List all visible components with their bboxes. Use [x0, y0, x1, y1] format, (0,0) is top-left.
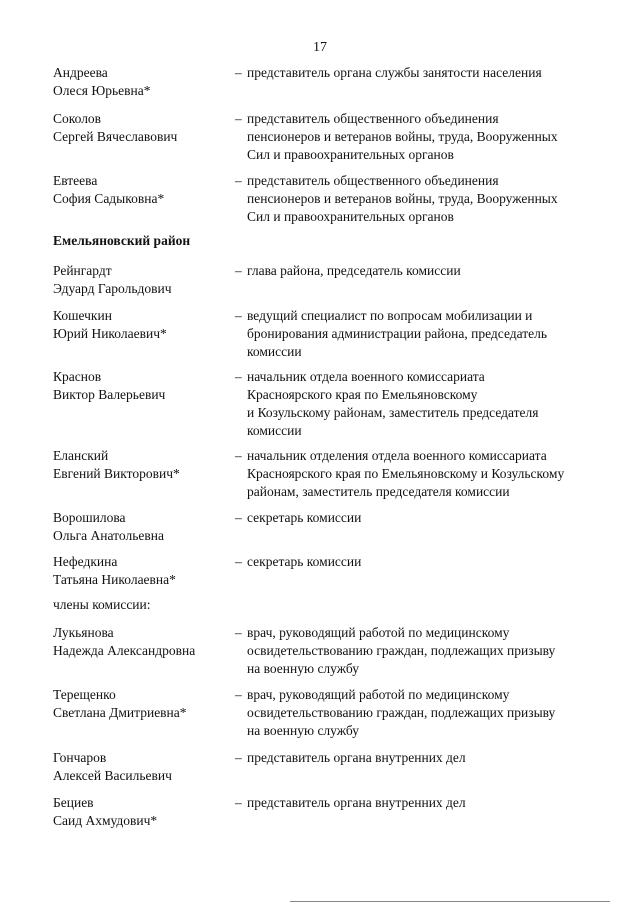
person-name: Ворошилова Ольга Анатольевна	[53, 510, 164, 543]
person-name: Краснов Виктор Валерьевич	[53, 369, 166, 402]
section-heading: Емельяновский район	[53, 233, 191, 248]
person-name: Гончаров Алексей Васильевич	[53, 750, 172, 783]
person-role: – секретарь комиссии	[235, 510, 362, 525]
person-role: – представитель общественного объединения пенсионеров и ветеранов войны, труда, Вооруженных Сил и правоохранительных органов	[235, 111, 558, 162]
person-role: – врач, руководящий работой по медицинскому освидетельствованию граждан, подлежащих призыву на военную службу	[235, 625, 556, 676]
person-name: Терещенко Светлана Дмитриевна*	[53, 687, 187, 720]
person-name: Лукьянова Надежда Александровна	[53, 625, 196, 658]
person-role: – начальник отдела военного комиссариата Красноярского края по Емельяновскому и Козульскому районам, заместитель председателя комиссии	[235, 369, 539, 438]
person-role: – представитель органа службы занятости населения	[235, 65, 542, 80]
person-role: – представитель органа внутренних дел	[235, 795, 466, 810]
person-role: – ведущий специалист по вопросам мобилизации и бронирования администрации района, председатель комиссии	[235, 308, 548, 359]
person-role: – начальник отделения отдела военного комиссариата Красноярского края по Емельяновскому и Козульскому районам, заместитель председателя комиссии	[235, 448, 565, 499]
person-role: – врач, руководящий работой по медицинскому освидетельствованию граждан, подлежащих призыву на военную службу	[235, 687, 556, 738]
footer-rule	[290, 901, 610, 902]
person-name: Евтеева София Садыковна*	[53, 173, 165, 206]
person-name: Соколов Сергей Вячеславович	[53, 111, 178, 144]
person-role: – представитель общественного объединения пенсионеров и ветеранов войны, труда, Вооруженных Сил и правоохранительных органов	[235, 173, 558, 224]
person-name: Рейнгардт Эдуард Гарольдович	[53, 263, 172, 296]
person-name: Бециев Саид Ахмудович*	[53, 795, 158, 828]
person-name: Андреева Олеся Юрьевна*	[53, 65, 151, 98]
person-name: Нефедкина Татьяна Николаевна*	[53, 554, 176, 587]
members-label: члены комиссии:	[53, 597, 151, 612]
person-role: – глава района, председатель комиссии	[235, 263, 461, 278]
person-name: Еланский Евгений Викторович*	[53, 448, 180, 481]
person-role: – представитель органа внутренних дел	[235, 750, 466, 765]
person-role: – секретарь комиссии	[235, 554, 362, 569]
page-number: 17	[313, 40, 327, 55]
person-name: Кошечкин Юрий Николаевич*	[53, 308, 167, 341]
